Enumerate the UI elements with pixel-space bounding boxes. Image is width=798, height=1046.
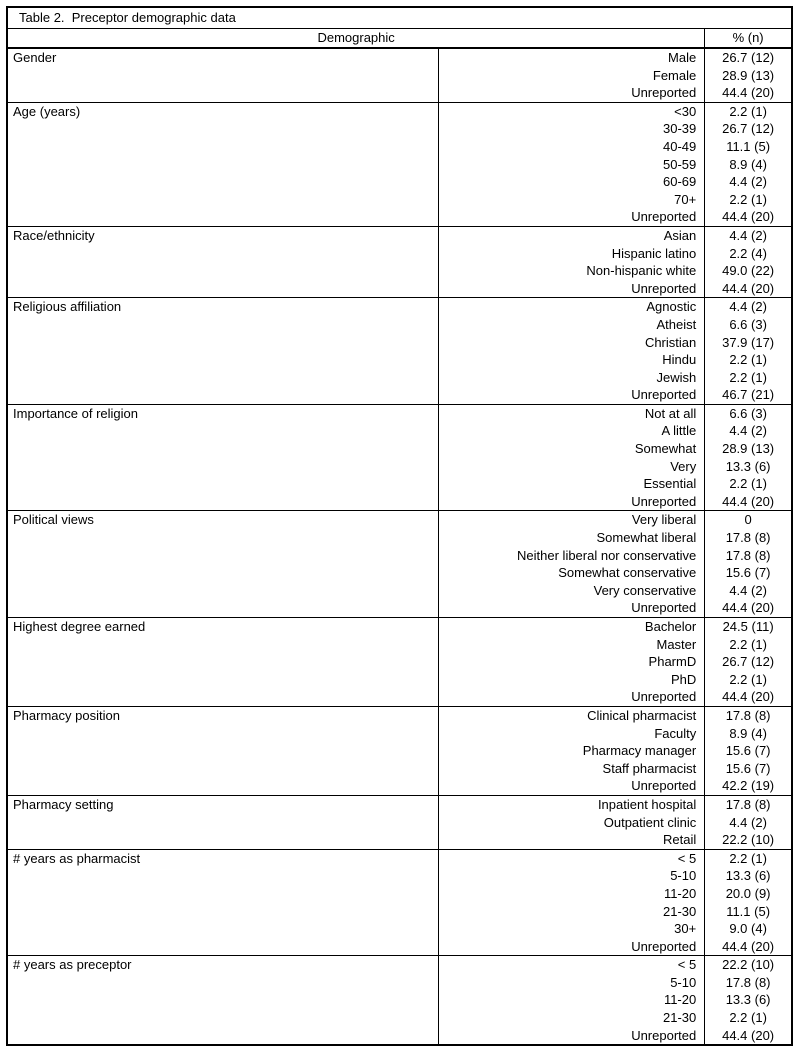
- value-cell: 4.4 (2): [729, 423, 767, 439]
- subcategory-label: Unreported: [438, 493, 705, 511]
- value-cell: 44.4 (20): [722, 85, 775, 101]
- subcategory-label: Christian: [438, 334, 705, 352]
- subcategory-label: Agnostic: [438, 298, 705, 316]
- subcategory-label: Very: [438, 458, 705, 476]
- table-row: [7, 511, 792, 529]
- category-label: Importance of religion: [7, 404, 438, 511]
- subcategory-label: 30-39: [438, 120, 705, 138]
- category-label: Religious affiliation: [7, 298, 438, 405]
- value-cell: 17.8 (8): [705, 706, 792, 724]
- category-label: Gender: [7, 48, 438, 102]
- category-label: Highest degree earned: [7, 618, 438, 707]
- value-cell: 22.2 (10): [722, 832, 775, 848]
- table-title-row: [7, 7, 792, 29]
- value-cell: 4.4 (2): [705, 226, 792, 244]
- subcategory-label: PhD: [438, 671, 705, 689]
- subcategory-label: Clinical pharmacist: [438, 706, 705, 724]
- table-row: [7, 795, 792, 813]
- subcategory-label: Asian: [438, 226, 705, 244]
- subcategory-label: Not at all: [438, 404, 705, 422]
- subcategory-label: 5-10: [438, 867, 705, 885]
- subcategory-label: <30: [438, 102, 705, 120]
- subcategory-label: Unreported: [438, 1027, 705, 1046]
- subcategory-label: < 5: [438, 956, 705, 974]
- subcategory-label: 50-59: [438, 156, 705, 174]
- table-row: [7, 618, 792, 636]
- value-cell: 44.4 (20): [722, 209, 775, 225]
- subcategory-label: Outpatient clinic: [438, 814, 705, 832]
- column-header-percent-n: % (n): [705, 29, 792, 49]
- value-cell: 2.2 (1): [729, 476, 767, 492]
- subcategory-label: Unreported: [438, 688, 705, 706]
- table-row: [7, 102, 792, 120]
- value-cell: 44.4 (20): [722, 600, 775, 616]
- subcategory-label: PharmD: [438, 653, 705, 671]
- subcategory-label: Pharmacy manager: [438, 742, 705, 760]
- subcategory-label: 21-30: [438, 903, 705, 921]
- value-cell: 44.4 (20): [722, 493, 775, 509]
- subcategory-label: 21-30: [438, 1009, 705, 1027]
- value-cell: 15.6 (7): [725, 760, 771, 776]
- value-cell: 44.4 (20): [722, 938, 775, 954]
- value-cell: 2.2 (1): [705, 102, 792, 120]
- subcategory-label: 11-20: [438, 991, 705, 1009]
- value-cell: 46.7 (21): [722, 387, 775, 403]
- subcategory-label: Hispanic latino: [438, 245, 705, 263]
- value-cell: 37.9 (17): [722, 334, 775, 350]
- table-row: [7, 706, 792, 724]
- subcategory-label: Inpatient hospital: [438, 795, 705, 813]
- subcategory-label: Very liberal: [438, 511, 705, 529]
- subcategory-label: Unreported: [438, 599, 705, 617]
- subcategory-label: Retail: [438, 831, 705, 849]
- subcategory-label: Master: [438, 636, 705, 654]
- value-cell: 44.4 (20): [722, 280, 775, 296]
- subcategory-label: Atheist: [438, 316, 705, 334]
- value-cell: 13.3 (6): [725, 868, 771, 884]
- value-cell: 13.3 (6): [725, 992, 771, 1008]
- value-cell: 15.6 (7): [725, 743, 771, 759]
- table-row: [7, 404, 792, 422]
- value-cell: 0: [705, 511, 792, 529]
- preceptor-demographics-table: [6, 6, 793, 1046]
- value-cell: 2.2 (1): [729, 671, 767, 687]
- table-title: Table 2. Preceptor demographic data: [7, 7, 792, 29]
- subcategory-label: Very conservative: [438, 582, 705, 600]
- category-label: Pharmacy position: [7, 706, 438, 795]
- value-cell: 17.8 (8): [725, 547, 771, 563]
- table-row: [7, 298, 792, 316]
- value-cell: 2.2 (1): [729, 191, 767, 207]
- subcategory-label: Non-hispanic white: [438, 262, 705, 280]
- value-cell: 24.5 (11): [705, 618, 792, 636]
- table-row: [7, 48, 792, 67]
- subcategory-label: Hindu: [438, 351, 705, 369]
- value-cell: 17.8 (8): [705, 795, 792, 813]
- subcategory-label: 60-69: [438, 173, 705, 191]
- value-cell: 28.9 (13): [722, 67, 775, 83]
- value-cell: 2.2 (4): [729, 245, 767, 261]
- value-cell: 2.2 (1): [729, 369, 767, 385]
- subcategory-label: Unreported: [438, 938, 705, 956]
- table-body: [7, 48, 792, 1045]
- value-cell: 11.1 (5): [726, 138, 771, 154]
- value-cell: 4.4 (2): [729, 582, 767, 598]
- subcategory-label: 5-10: [438, 974, 705, 992]
- value-cell: 17.8 (8): [725, 974, 771, 990]
- subcategory-label: Somewhat: [438, 440, 705, 458]
- subcategory-label: A little: [438, 422, 705, 440]
- value-cell: 22.2 (10): [705, 956, 792, 974]
- subcategory-label: Somewhat conservative: [438, 564, 705, 582]
- subcategory-label: Somewhat liberal: [438, 529, 705, 547]
- value-cell: 2.2 (1): [729, 1010, 767, 1026]
- value-cell: 20.0 (9): [725, 885, 771, 901]
- value-cell: 15.6 (7): [725, 565, 771, 581]
- subcategory-label: Unreported: [438, 386, 705, 404]
- subcategory-label: 40-49: [438, 138, 705, 156]
- subcategory-label: Female: [438, 67, 705, 85]
- value-cell: 4.4 (2): [705, 298, 792, 316]
- subcategory-label: Jewish: [438, 369, 705, 387]
- value-cell: 2.2 (1): [729, 352, 767, 368]
- subcategory-label: Unreported: [438, 84, 705, 102]
- value-cell: 44.4 (20): [722, 689, 775, 705]
- subcategory-label: Neither liberal nor conservative: [438, 547, 705, 565]
- category-label: Race/ethnicity: [7, 226, 438, 297]
- subcategory-label: Bachelor: [438, 618, 705, 636]
- category-label: # years as preceptor: [7, 956, 438, 1045]
- value-cell: 6.6 (3): [705, 404, 792, 422]
- value-cell: 11.1 (5): [726, 903, 771, 919]
- subcategory-label: 11-20: [438, 885, 705, 903]
- value-cell: 2.2 (1): [705, 849, 792, 867]
- value-cell: 8.9 (4): [729, 725, 767, 741]
- category-label: Age (years): [7, 102, 438, 226]
- category-label: # years as pharmacist: [7, 849, 438, 956]
- value-cell: 13.3 (6): [725, 458, 771, 474]
- column-header-demographic: Demographic: [7, 29, 705, 49]
- value-cell: 4.4 (2): [729, 814, 767, 830]
- value-cell: 26.7 (12): [722, 121, 775, 137]
- value-cell: 28.9 (13): [722, 441, 775, 457]
- subcategory-label: Unreported: [438, 777, 705, 795]
- value-cell: 26.7 (12): [705, 48, 792, 67]
- category-label: Political views: [7, 511, 438, 618]
- subcategory-label: < 5: [438, 849, 705, 867]
- value-cell: 42.2 (19): [722, 778, 775, 794]
- table-header-row: [7, 29, 792, 49]
- value-cell: 9.0 (4): [729, 921, 767, 937]
- value-cell: 4.4 (2): [729, 174, 767, 190]
- subcategory-label: Essential: [438, 475, 705, 493]
- subcategory-label: Male: [438, 48, 705, 67]
- category-label: Pharmacy setting: [7, 795, 438, 849]
- value-cell: 49.0 (22): [722, 263, 775, 279]
- value-cell: 8.9 (4): [729, 156, 767, 172]
- value-cell: 6.6 (3): [729, 316, 767, 332]
- table-row: [7, 849, 792, 867]
- table-row: [7, 226, 792, 244]
- table-row: [7, 956, 792, 974]
- value-cell: 2.2 (1): [729, 636, 767, 652]
- subcategory-label: Faculty: [438, 725, 705, 743]
- subcategory-label: 30+: [438, 920, 705, 938]
- subcategory-label: 70+: [438, 191, 705, 209]
- value-cell: 17.8 (8): [725, 530, 771, 546]
- value-cell: 44.4 (20): [722, 1027, 775, 1043]
- subcategory-label: Staff pharmacist: [438, 760, 705, 778]
- value-cell: 26.7 (12): [722, 654, 775, 670]
- subcategory-label: Unreported: [438, 280, 705, 298]
- subcategory-label: Unreported: [438, 208, 705, 226]
